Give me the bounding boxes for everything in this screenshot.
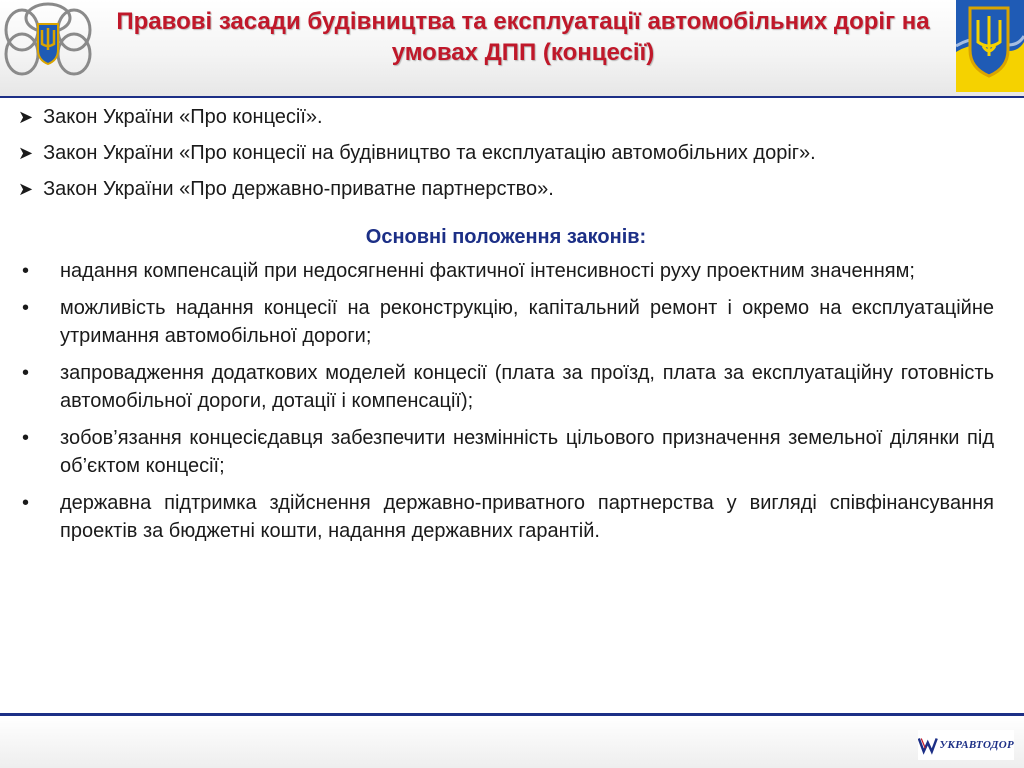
law-item-text: Закон України «Про концесії на будівництво та експлуатацію автомобільних доріг».: [43, 142, 816, 164]
provisions-list: [18, 257, 994, 545]
law-item: [18, 139, 994, 168]
emblem-ukravtodor-icon: [0, 0, 96, 82]
provision-item: [18, 294, 994, 350]
provision-text: можливість надання концесії на реконструкцію, капітальний ремонт і окремо на експлуатаційне утримання автомобільної дороги;: [60, 297, 994, 347]
ukravtodor-logo: [918, 730, 1014, 760]
arrow-bullet-icon: ➤: [18, 107, 34, 127]
provision-text: державна підтримка здійснення державно-приватного партнерства у вигляді співфінансування проектів за бюджетні кошти, надання державних гарантій.: [60, 492, 994, 542]
slide-content: [18, 103, 994, 554]
provisions-heading: Основні положення законів:: [365, 226, 647, 248]
provision-item: [18, 359, 994, 415]
slide-title: Правові засади будівництва та експлуатації автомобільних доріг на умовах ДПП (концесії): [116, 8, 930, 66]
provision-item: [18, 489, 994, 545]
law-item-text: Закон України «Про державно-приватне партнерство».: [43, 178, 554, 200]
provision-text: запровадження додаткових моделей концесії (плата за проїзд, плата за експлуатаційну готовність автомобільної дороги, дотації і компенсації);: [60, 362, 994, 412]
header-divider: [0, 96, 1024, 98]
round-bullet-icon: •: [22, 297, 30, 319]
arrow-bullet-icon: ➤: [18, 143, 34, 163]
provision-text: зобов’язання концесієдавця забезпечити незмінність цільового призначення земельної ділянки під об’єктом концесії;: [60, 427, 994, 477]
provision-item: [18, 424, 994, 480]
slide-footer: [0, 716, 1024, 768]
footer-logo-text: УКРАВТОДОР: [939, 739, 1014, 751]
law-item-text: Закон України «Про концесії».: [43, 106, 323, 128]
provision-item: [18, 257, 994, 285]
law-item: [18, 175, 994, 204]
provision-text: надання компенсацій при недосягненні фактичної інтенсивності руху проектним значенням;: [60, 260, 915, 282]
ukraine-flag-trident-icon: [956, 0, 1024, 92]
law-item: [18, 103, 994, 132]
round-bullet-icon: •: [22, 427, 30, 449]
round-bullet-icon: •: [22, 362, 30, 384]
round-bullet-icon: •: [22, 260, 30, 282]
slide-header: [0, 0, 1024, 98]
round-bullet-icon: •: [22, 492, 30, 514]
law-list: [18, 103, 994, 204]
arrow-bullet-icon: ➤: [18, 179, 34, 199]
ukravtodor-logo-icon: [918, 734, 938, 756]
